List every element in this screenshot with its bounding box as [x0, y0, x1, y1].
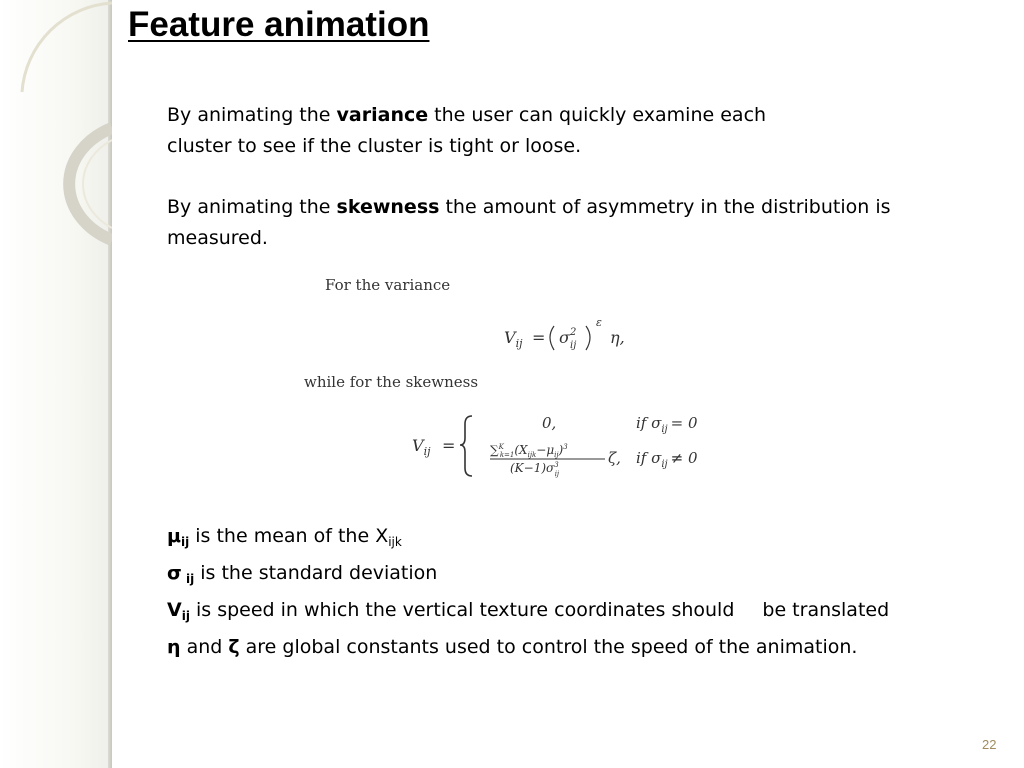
- sigma-text: is the standard deviation: [194, 562, 438, 584]
- eq1-lhs: V: [504, 328, 516, 347]
- variance-formula-label: For the variance: [325, 276, 451, 294]
- svg-text:if σij≠ 0: [636, 449, 698, 470]
- svg-text:if σij= 0: [636, 414, 698, 435]
- mu-sub: ij: [180, 535, 190, 549]
- eq1-lhs-sub: ij: [515, 337, 523, 350]
- skewness-equation: [410, 408, 720, 483]
- svg-text:=: =: [442, 436, 456, 455]
- svg-text:Vij: [504, 328, 523, 350]
- skewness-paragraph: [167, 192, 987, 254]
- zeta-symbol: ζ: [228, 636, 240, 658]
- eq2-zeta: ζ,: [608, 449, 621, 467]
- eq2-case1-cond-sub: ij: [661, 424, 668, 435]
- eq2-num-body-sub: ijk: [527, 451, 537, 459]
- variance-equation: [502, 312, 642, 358]
- eta-symbol: η: [167, 636, 181, 658]
- sigma-sub: ij: [181, 572, 195, 586]
- eq2-den-sup: 3: [554, 461, 559, 469]
- eq2-num-sum: ∑: [490, 443, 499, 457]
- v-text: is speed in which the vertical texture coordinates should: [189, 599, 735, 621]
- eq2-den-sub: ij: [554, 470, 560, 478]
- v-symbol: V: [167, 599, 182, 621]
- eq2-num-body2: −μ: [536, 443, 555, 457]
- svg-text:Vij: [412, 436, 431, 458]
- eq2-case2-cond: if σ: [636, 449, 662, 467]
- eq2-lhs-sub: ij: [423, 445, 431, 458]
- eq2-num-sup: K: [498, 443, 504, 451]
- eq2-num-body3: ): [558, 443, 564, 457]
- variance-paragraph-line2: cluster to see if the cluster is tight or loose.: [167, 135, 582, 157]
- definition-v: [167, 595, 889, 632]
- skewness-paragraph-line2: measured.: [167, 227, 268, 249]
- eta-zeta-text: are global constants used to control the speed of the animation.: [239, 636, 858, 658]
- skewness-paragraph-pre: By animating the: [167, 196, 337, 218]
- definition-eta-zeta: [167, 632, 889, 663]
- eq2-lhs: V: [412, 436, 424, 455]
- eq2-case1-cond-rhs: = 0: [670, 414, 698, 432]
- eq2-den: (K−1)σ: [510, 461, 555, 475]
- slide-title: Feature animation: [128, 5, 430, 44]
- definition-sigma: [167, 558, 889, 595]
- eq2-num-body3-sup: 3: [563, 443, 568, 451]
- eq2-num-body: (X: [514, 443, 528, 457]
- mu-text: is the mean of the X: [189, 525, 389, 547]
- skewness-bold-term: skewness: [336, 196, 440, 218]
- symbol-definitions: [167, 521, 889, 663]
- eta-zeta-and: and: [180, 636, 229, 658]
- skewness-paragraph-post: the amount of asymmetry in the distribution is: [439, 196, 891, 218]
- svg-text:=: =: [532, 328, 546, 347]
- eq1-sigma-sup: 2: [570, 327, 577, 338]
- eq2-num-body2-sub: ij: [554, 451, 559, 459]
- eq2-num-sub: k=1: [499, 451, 515, 459]
- svg-text:∑Kk=1(Xijk−μij)3: [490, 443, 568, 459]
- eq1-sigma: σ: [559, 328, 570, 347]
- variance-paragraph: [167, 100, 987, 162]
- mu-text-sub: ijk: [388, 535, 402, 549]
- svg-text:(K−1)σ3ij: [510, 461, 560, 478]
- variance-bold-term: variance: [336, 104, 429, 126]
- variance-paragraph-pre: By animating the: [167, 104, 337, 126]
- variance-paragraph-post: the user can quickly examine each: [428, 104, 767, 126]
- eq1-eta: η,: [610, 328, 625, 347]
- definition-mu: [167, 521, 889, 558]
- skewness-formula-label: while for the skewness: [304, 373, 479, 391]
- sigma-symbol: σ: [167, 562, 182, 584]
- eq2-case2-cond-rhs: ≠ 0: [670, 449, 698, 467]
- eq1-sigma-sub: ij: [570, 340, 577, 351]
- mu-symbol: μ: [167, 525, 181, 547]
- eq1-exponent: ε: [596, 316, 602, 329]
- page-number: 22: [982, 737, 997, 752]
- eq2-case1-cond: if σ: [636, 414, 662, 432]
- eq2-case1-value: 0,: [542, 414, 557, 432]
- eq2-case2-cond-sub: ij: [661, 459, 668, 470]
- decorative-rings-icon: [0, 0, 112, 260]
- v-sub: ij: [181, 609, 190, 623]
- v-text2: be translated: [762, 599, 890, 621]
